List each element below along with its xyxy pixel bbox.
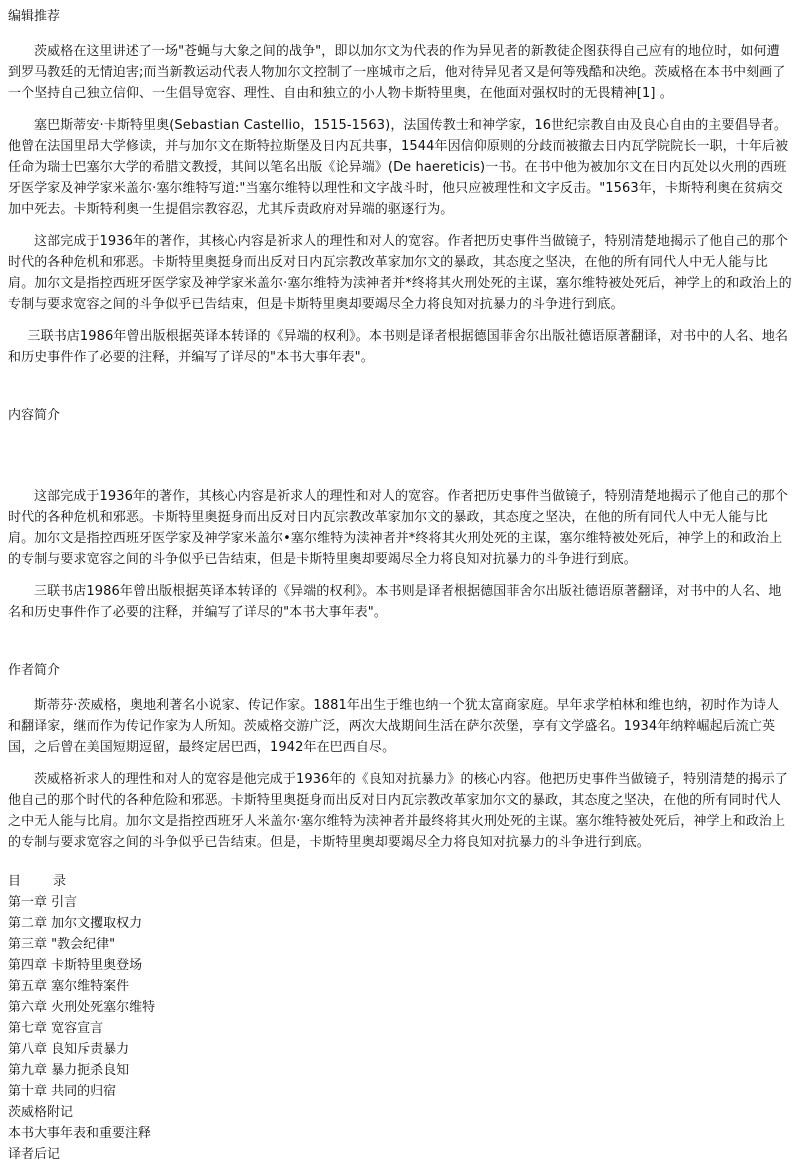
toc-item: 第一章 引言: [8, 895, 78, 910]
toc-list: [8, 892, 792, 1165]
section-heading: 内容简介: [8, 408, 61, 423]
editor-recommendation-section: [8, 6, 792, 368]
toc-item: 茨威格附记: [8, 1105, 74, 1120]
section-heading: 作者简介: [8, 663, 61, 678]
toc-item: 本书大事年表和重要注释: [8, 1126, 152, 1141]
toc-item: 第七章 宽容宣言: [8, 1021, 104, 1036]
toc-item: 第八章 良知斥责暴力: [8, 1042, 130, 1057]
toc-item: 译者后记: [8, 1147, 61, 1162]
toc-item: 第四章 卡斯特里奥登场: [8, 958, 143, 973]
toc-item: 第十章 共同的归宿: [8, 1084, 117, 1099]
toc-title: [8, 871, 792, 892]
toc-title-char: 录: [53, 874, 67, 889]
paragraph: 斯蒂芬·茨威格，奥地利著名小说家、传记作家。1881年出生于维也纳一个犹太富商家庭。早年求学柏林和维也纳，初时作为诗人和翻译家，继而作为传记作家为人所知。茨威格交游广泛，两次大战期间生活在萨尔茨堡，享有文学盛名。1934年纳粹崛起后流亡英国，之后曾在美国短期逗留，最终定居巴西，1942年在巴西自尽。: [8, 698, 780, 755]
paragraph: 茨威格祈求人的理性和对人的宽容是他完成于1936年的《良知对抗暴力》的核心内容。他把历史事件当做镜子，特别清楚的揭示了他自己的那个时代的各种危险和邪恶。卡斯特里奥挺身而出反对日内瓦宗教改革家加尔文的暴政，其态度之坚决，在他的所有同时代人之中无人能与比肩。加尔文是指控西班牙人米盖尔·塞尔维特为渎神者并最终将其火刑处死的主谋。塞尔维特被处死后，神学上和政治上的专制与要求宽容之间的斗争似乎已告结束。但是，卡斯特里奥却要竭尽全力将良知对抗暴力的斗争进行到底。: [8, 772, 788, 850]
paragraph: 这部完成于1936年的著作，其核心内容是祈求人的理性和对人的宽容。作者把历史事件当做镜子，特别清楚地揭示了他自己的那个时代的各种危机和邪恶。卡斯特里奥挺身而出反对日内瓦宗教改革家加尔文的暴政，其态度之坚决，在他的所有同代人中无人能与比肩。加尔文是指控西班牙医学家及神学家米盖尔·塞尔维特为渎神者并*终将其火刑处死的主谋，塞尔维特被处死后，神学上的和政治上的专制与要求宽容之间的斗争似乎已告结束，但是卡斯特里奥却要竭尽全力将良知对抗暴力的斗争进行到底。: [8, 234, 792, 312]
paragraph: 茨威格在这里讲述了一场"苍蝇与大象之间的战争"，即以加尔文为代表的作为异见者的新教徒企图获得自己应有的地位时，如何遭到罗马教廷的无情迫害;而当新教运动代表人物加尔文控制了一座城市之后，他对待异见者又是何等残酷和决绝。茨威格在本书中刻画了一个坚持自己独立信仰、一生倡导宽容、理性、自由和独立的小人物卡斯特里奥，在他面对强权时的无畏精神[1] 。: [8, 44, 786, 101]
table-of-contents: [8, 871, 792, 1165]
content-summary-section: [8, 405, 792, 623]
document-page: [8, 6, 792, 1165]
toc-item: 第九章 暴力扼杀良知: [8, 1063, 130, 1078]
toc-item: 第五章 塞尔维特案件: [8, 979, 130, 994]
paragraph: 塞巴斯蒂安·卡斯特里奥(Sebastian Castellio，1515-1563)，法国传教士和神学家，16世纪宗教自由及良心自由的主要倡导者。他曾在法国里昂大学修读，并与加尔文在斯特拉斯堡及日内瓦共事，1544年因信仰原则的分歧而被撤去日内瓦学院院长一职，十年后被任命为瑞士巴塞尔大学的希腊文教授，其间以笔名出版《论异端》(De haereticis)一书。在书中他为被加尔文在日内瓦处以火刑的西班牙医学家及神学家米盖尔·塞尔维特写道:"当塞尔维特以理性和文字战斗时，他只应被理性和文字反击。"1563年，卡斯特利奥在贫病交加中死去。卡斯特利奥一生提倡宗教容忍，尤其斥责政府对异端的驱逐行为。: [8, 118, 789, 217]
toc-item: 第三章 "教会纪律": [8, 937, 116, 952]
section-heading: 编辑推荐: [8, 9, 61, 24]
paragraph: 三联书店1986年曾出版根据英译本转译的《异端的权利》。本书则是译者根据德国菲舍尔出版社德语原著翻译，对书中的人名、地名和历史事件作了必要的注释，并编写了详尽的"本书大事年表"。: [8, 329, 789, 365]
toc-title-char: 目: [8, 874, 22, 889]
author-intro-section: [8, 660, 792, 853]
paragraph: 这部完成于1936年的著作，其核心内容是祈求人的理性和对人的宽容。作者把历史事件当做镜子，特别清楚地揭示了他自己的那个时代的各种危机和邪恶。卡斯特里奥挺身而出反对日内瓦宗教改革家加尔文的暴政，其态度之坚决，在他的所有同代人中无人能与比肩。加尔文是指控西班牙医学家及神学家米盖尔•塞尔维特为渎神者并*终将其火刑处死的主谋，塞尔维特被处死后，神学上的和政治上的专制与要求宽容之间的斗争似乎已告结束，但是卡斯特里奥却要竭尽全力将良知对抗暴力的斗争进行到底。: [8, 489, 788, 567]
paragraph: 三联书店1986年曾出版根据英译本转译的《异端的权利》。本书则是译者根据德国菲舍尔出版社德语原著翻译，对书中的人名、地名和历史事件作了必要的注释，并编写了详尽的"本书大事年表"。: [8, 584, 782, 620]
toc-item: 第六章 火刑处死塞尔维特: [8, 1000, 156, 1015]
toc-item: 第二章 加尔文攫取权力: [8, 916, 143, 931]
